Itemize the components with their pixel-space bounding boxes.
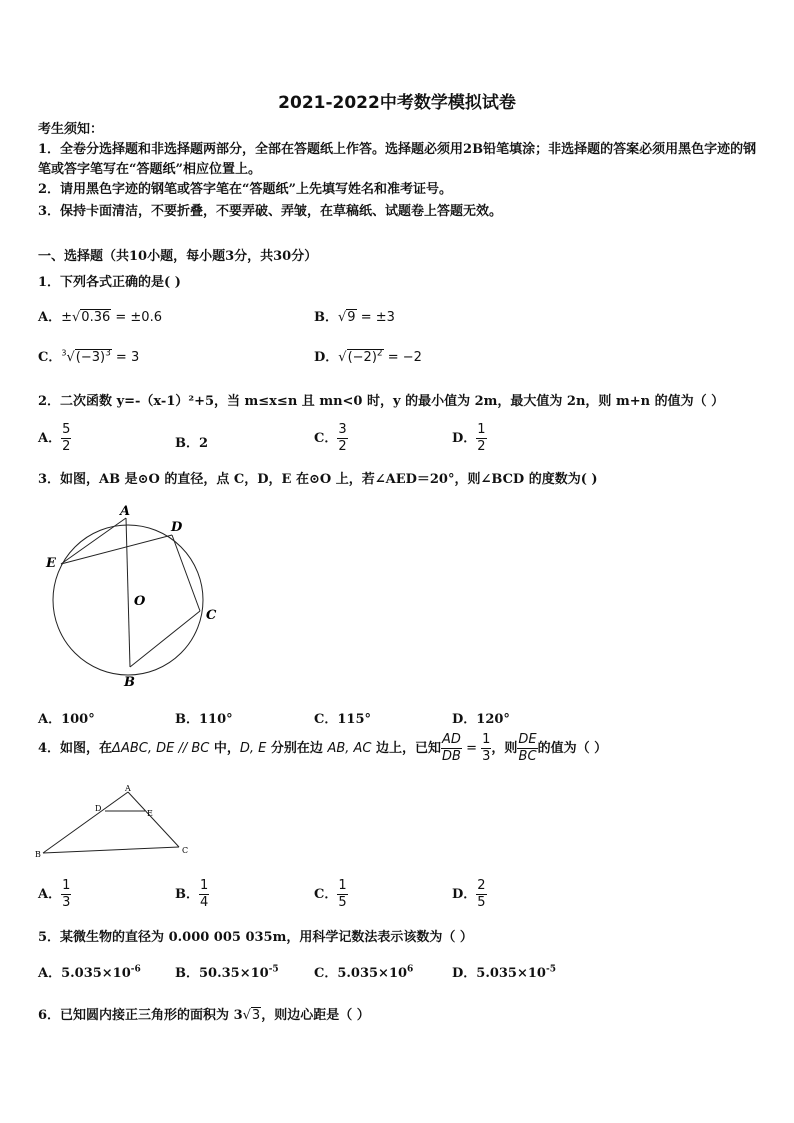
point-b-label: B (35, 850, 41, 859)
point-c-label: C (182, 846, 189, 855)
q1-option-b[interactable]: B．√9 = ±3 (314, 310, 395, 325)
q2-option-d[interactable]: D． $\frac{1}{2}$ (452, 422, 486, 454)
point-d-label: D (171, 520, 183, 535)
q3-option-c[interactable]: C．115° (314, 712, 371, 727)
point-c-label: C (206, 608, 217, 623)
q4-option-c[interactable]: C． $\frac{1}{5}$ (314, 878, 347, 910)
q3-option-b[interactable]: B．110° (175, 712, 233, 727)
point-e-label: E (147, 809, 153, 818)
q5-option-a[interactable]: A．$5.035\times 10^{-6}$ (38, 964, 141, 981)
q2-option-a[interactable]: A． $\frac{5}{2}$ (38, 422, 71, 454)
side-bc (43, 847, 179, 853)
point-a-label: A (120, 504, 131, 519)
q6-stem: 6．已知圆内接正三角形的面积为 3√3，则边心距是（ ） (38, 1008, 370, 1023)
notice-item-1: 1．全卷分选择题和非选择题两部分，全部在答题纸上作答。选择题必须用2B铅笔填涂；非选择题的答案必须用黑色字迹的钢笔或答字笔写在“答题纸”相应位置上。 (38, 142, 757, 177)
q1-option-a[interactable]: A．±√0.36 = ±0.6 (38, 310, 162, 325)
side-ac (128, 792, 179, 847)
chord-ed (61, 535, 172, 564)
q1-stem: 1．下列各式正确的是( ) (38, 275, 181, 290)
q3-circle-figure (38, 498, 238, 694)
q2-stem: 2．二次函数 y=-（x-1）²+5，当 m≤x≤n 且 mn<0 时，y 的最小值为 2m，最大值为 2n，则 m+n 的值为（ ） (38, 394, 725, 409)
point-d-label: D (95, 804, 102, 813)
point-o-label: O (134, 594, 146, 609)
q3-option-d[interactable]: D．120° (452, 712, 510, 727)
notice-item-3: 3．保持卡面清洁，不要折叠，不要弄破、弄皱，在草稿纸、试题卷上答题无效。 (38, 204, 503, 219)
q4-option-d[interactable]: D． $\frac{2}{5}$ (452, 878, 486, 910)
q5-stem: 5．某微生物的直径为 0.000 005 035m，用科学记数法表示该数为（ ） (38, 930, 473, 945)
page-title: 2021-2022中考数学模拟试卷 (278, 93, 516, 113)
notice-heading: 考生须知： (38, 122, 104, 137)
chord-ae (61, 518, 126, 564)
q3-option-a[interactable]: A．100° (38, 712, 95, 727)
q4-stem: 4．如图，在ΔABC, DE // BC 中，D, E 分别在边 AB, AC 边上，已知 $\frac{AD}{DB}$ = $\frac{1}{3}$ ，则 $\frac{DE}{BC}$ 的值为（ ） (38, 732, 608, 764)
q5-option-c[interactable]: C．$5.035\times 10^6$ (314, 964, 414, 981)
notice-item-2: 2．请用黑色字迹的钢笔或答字笔在“答题纸”上先填写姓名和准考证号。 (38, 182, 453, 197)
q1-option-c[interactable]: C．$^3√(-3)^3 = 3$ (38, 348, 140, 365)
q4-option-b[interactable]: B． $\frac{1}{4}$ (175, 878, 209, 910)
q2-option-c[interactable]: C． $\frac{3}{2}$ (314, 422, 347, 454)
section-heading: 一、选择题（共10小题，每小题3分，共30分） (38, 249, 318, 264)
q5-option-d[interactable]: D．$5.035\times 10^{-5}$ (452, 964, 556, 981)
chord-cb (130, 611, 200, 667)
point-e-label: E (46, 556, 56, 571)
q1-option-d[interactable]: D．$√(-2)^2 = -2$ (314, 348, 422, 365)
point-b-label: B (124, 675, 135, 690)
q4-triangle-figure (34, 783, 204, 863)
q4-option-a[interactable]: A． $\frac{1}{3}$ (38, 878, 71, 910)
q2-option-b[interactable]: B．2 (175, 436, 209, 451)
q5-option-b[interactable]: B．$50.35\times 10^{-5}$ (175, 964, 279, 981)
point-a-label: A (125, 784, 131, 793)
side-ab (43, 792, 128, 853)
chord-dc (172, 535, 200, 611)
diameter-ab (126, 518, 130, 667)
q3-stem: 3．如图，AB 是⊙O 的直径，点 C，D，E 在⊙O 上，若∠AED＝20°，则∠BCD 的度数为( ) (38, 472, 598, 487)
